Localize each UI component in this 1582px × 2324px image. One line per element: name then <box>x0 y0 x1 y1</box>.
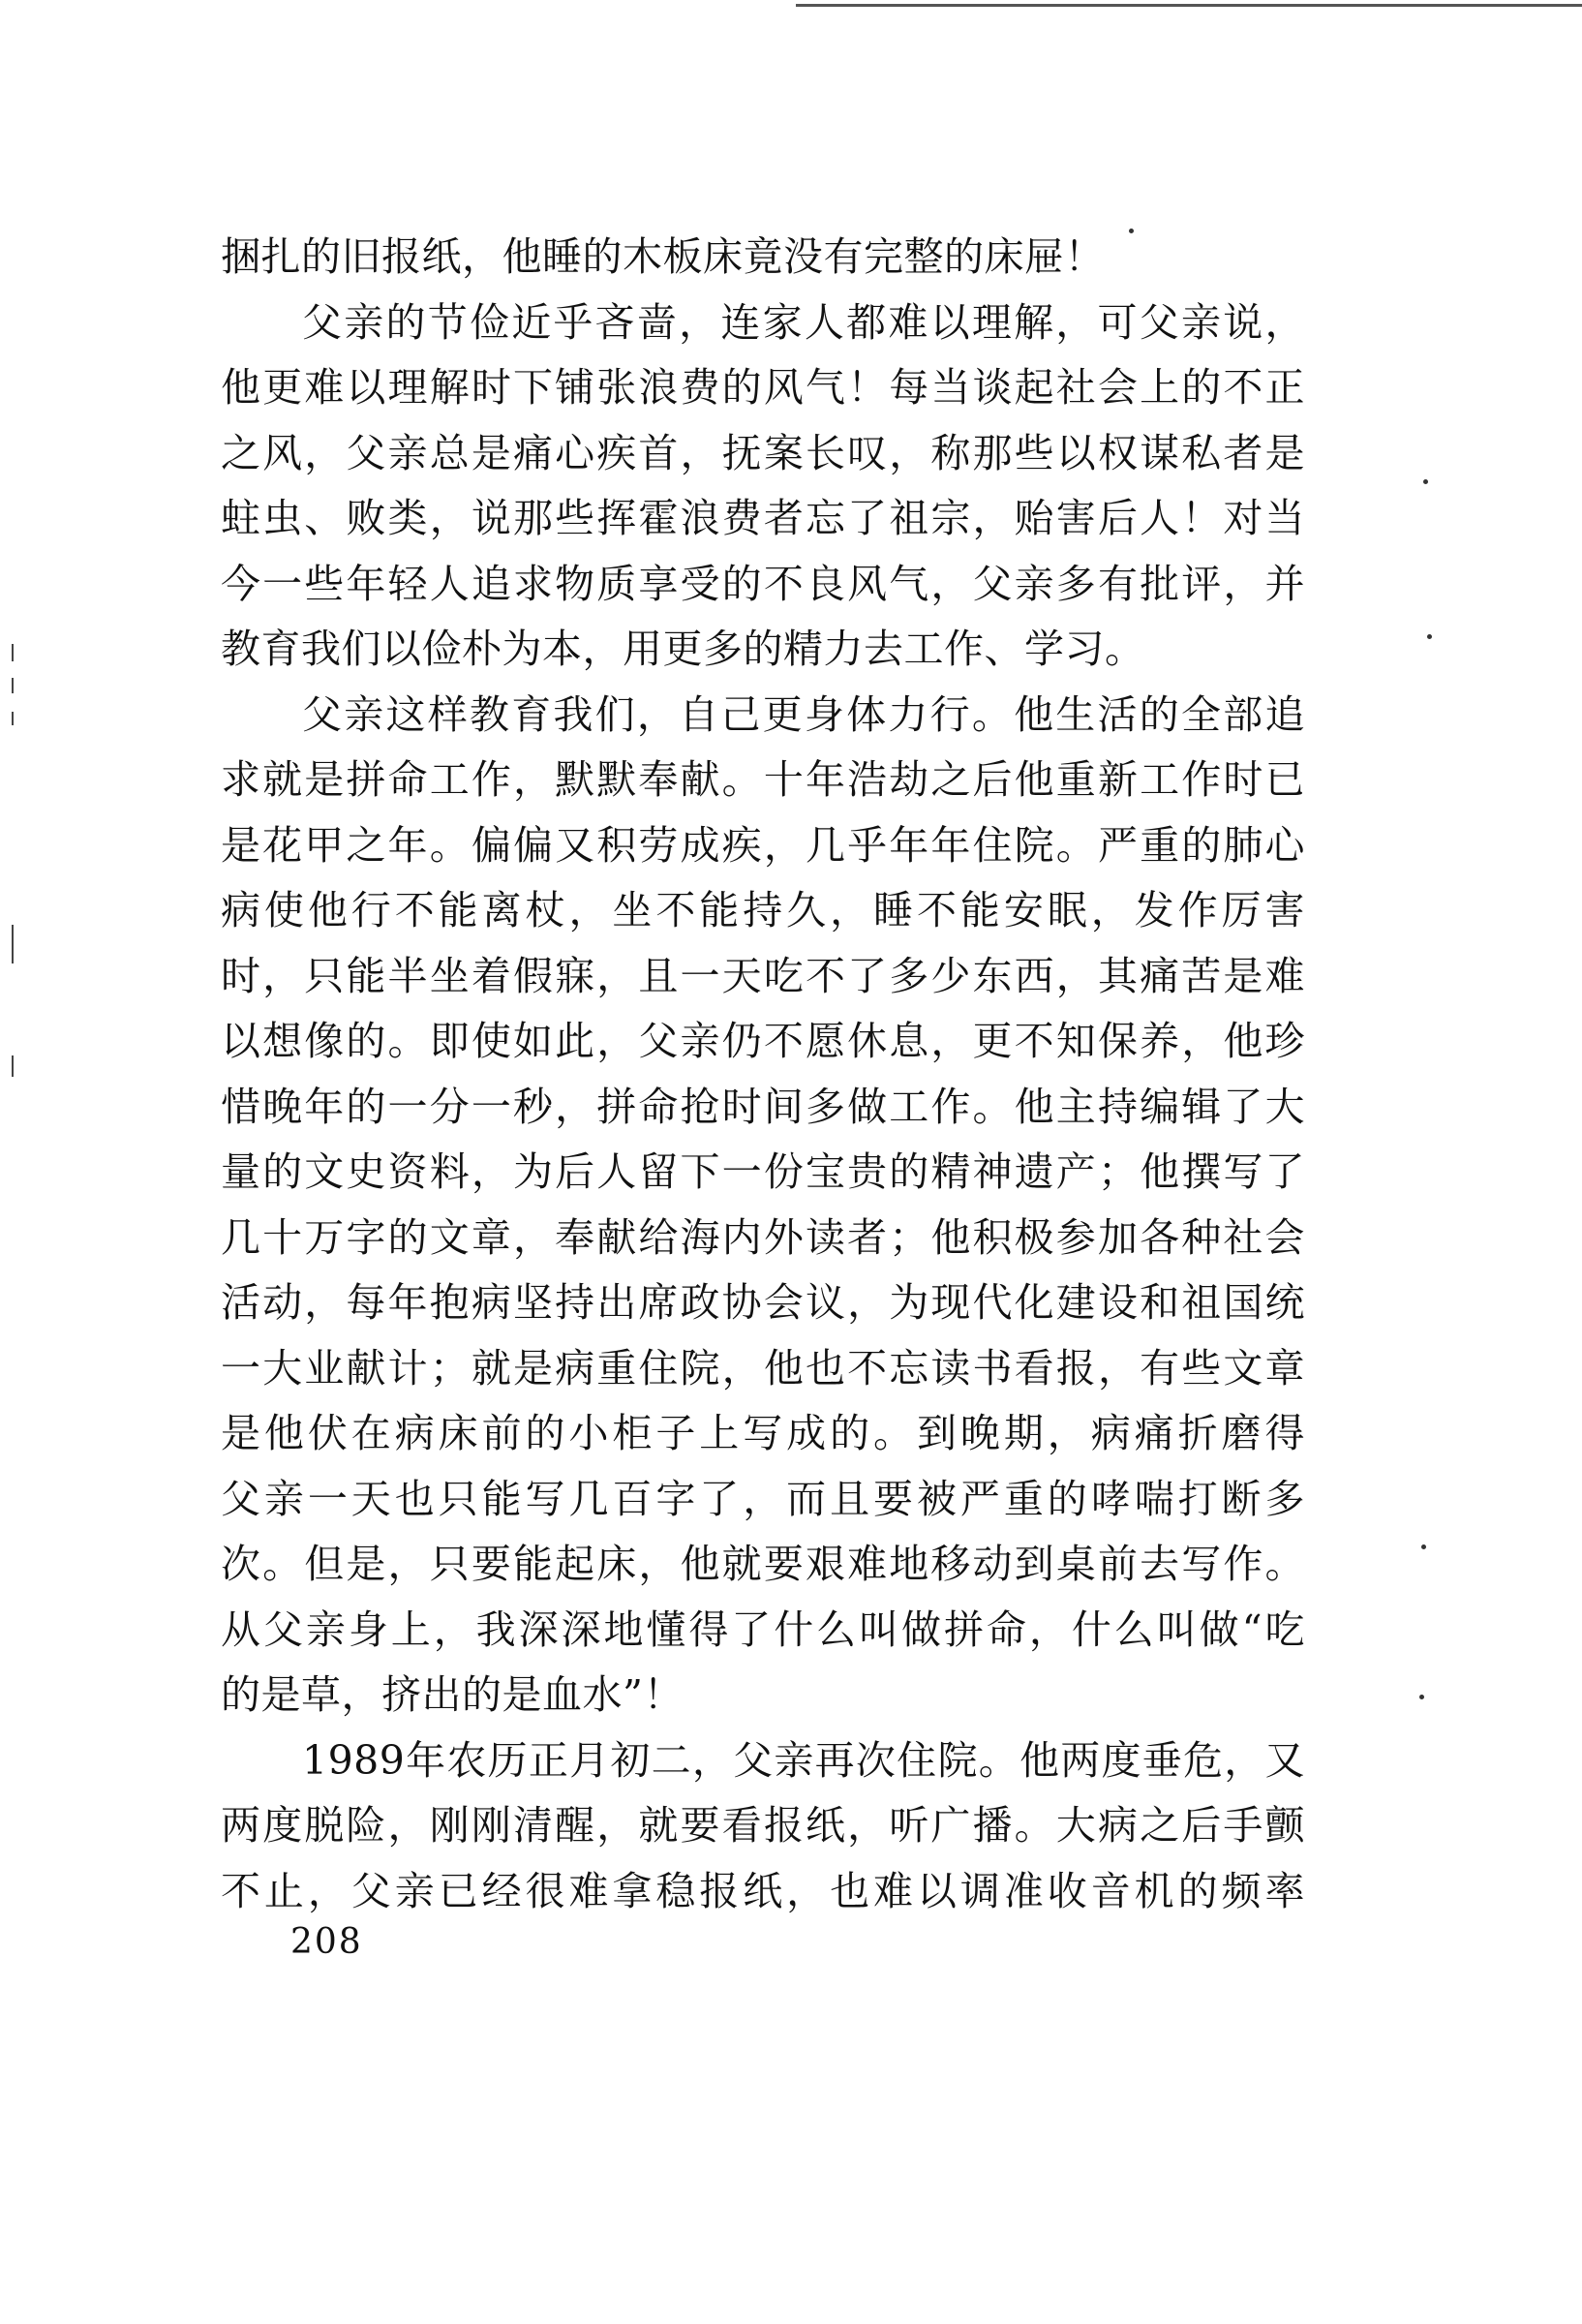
text-line: 两度脱险，刚刚清醒，就要看报纸，听广播。大病之后手颤 <box>221 1802 1305 1849</box>
scan-mark <box>12 925 14 963</box>
body-text <box>221 225 1305 1924</box>
text-line: 从父亲身上，我深深地懂得了什么叫做拼命，什么叫做“吃 <box>221 1605 1305 1653</box>
page-number: 208 <box>290 1922 363 1962</box>
text-line: 他更难以理解时下铺张浪费的风气！每当谈起社会上的不正 <box>221 364 1305 411</box>
text-line: 是他伏在病床前的小柜子上写成的。到晚期，病痛折磨得 <box>221 1410 1305 1456</box>
scan-dot <box>1129 229 1134 233</box>
scan-mark <box>12 644 14 661</box>
scan-mark <box>12 1055 14 1077</box>
text-line: 教育我们以俭朴为本，用更多的精力去工作、学习。 <box>221 626 1145 672</box>
text-line: 一大业献计；就是病重住院，他也不忘读书看报，有些文章 <box>221 1344 1305 1391</box>
scan-mark <box>12 678 14 693</box>
text-line: 次。但是，只要能起床，他就要艰难地移动到桌前去写作。 <box>221 1541 1305 1587</box>
text-line: 之风，父亲总是痛心疾首，抚案长叹，称那些以权谋私者是 <box>221 429 1305 476</box>
text-line: 捆扎的旧报纸，他睡的木板床竟没有完整的床屉！ <box>221 233 1105 280</box>
scan-dot <box>1427 634 1432 639</box>
text-line: 父亲的节俭近乎吝啬，连家人都难以理解，可父亲说， <box>302 298 1305 346</box>
text-line: 是花甲之年。偏偏又积劳成疾，几乎年年住院。严重的肺心 <box>221 821 1305 869</box>
text-line: 量的文史资料，为后人留下一份宝贵的精神遗产；他撰写了 <box>221 1148 1305 1195</box>
text-line: 不止，父亲已经很难拿稳报纸，也难以调准收音机的频率 <box>221 1867 1305 1914</box>
text-line: 以想像的。即使如此，父亲仍不愿休息，更不知保养，他珍 <box>221 1018 1305 1064</box>
top-rule <box>796 4 1582 7</box>
text-line: 求就是拼命工作，默默奉献。十年浩劫之后他重新工作时已 <box>221 756 1305 803</box>
text-line: 今一些年轻人追求物质享受的不良风气，父亲多有批评，并 <box>221 560 1305 607</box>
text-line: 时，只能半坐着假寐，且一天吃不了多少东西，其痛苦是难 <box>221 952 1305 999</box>
text-line: 的是草，挤出的是血水”！ <box>221 1671 684 1718</box>
text-line: 惜晚年的一分一秒，拼命抢时间多做工作。他主持编辑了大 <box>221 1083 1305 1130</box>
text-line: 病使他行不能离杖，坐不能持久，睡不能安眠，发作厉害 <box>221 887 1305 933</box>
text-line: 几十万字的文章，奉献给海内外读者；他积极参加各种社会 <box>221 1213 1305 1261</box>
text-line: 父亲这样教育我们，自己更身体力行。他生活的全部追 <box>302 690 1305 738</box>
text-line: 父亲一天也只能写几百字了，而且要被严重的哮喘打断多 <box>221 1475 1305 1522</box>
scan-dot <box>1421 1544 1426 1549</box>
text-line: 1989年农历正月初二，父亲再次住院。他两度垂危，又 <box>302 1736 1305 1784</box>
scan-dot <box>1423 479 1428 484</box>
scan-mark <box>12 712 14 725</box>
scan-dot <box>1419 1695 1424 1699</box>
text-line: 活动，每年抱病坚持出席政协会议，为现代化建设和祖国统 <box>221 1279 1305 1326</box>
text-line: 蛀虫、败类，说那些挥霍浪费者忘了祖宗，贻害后人！对当 <box>221 495 1305 541</box>
